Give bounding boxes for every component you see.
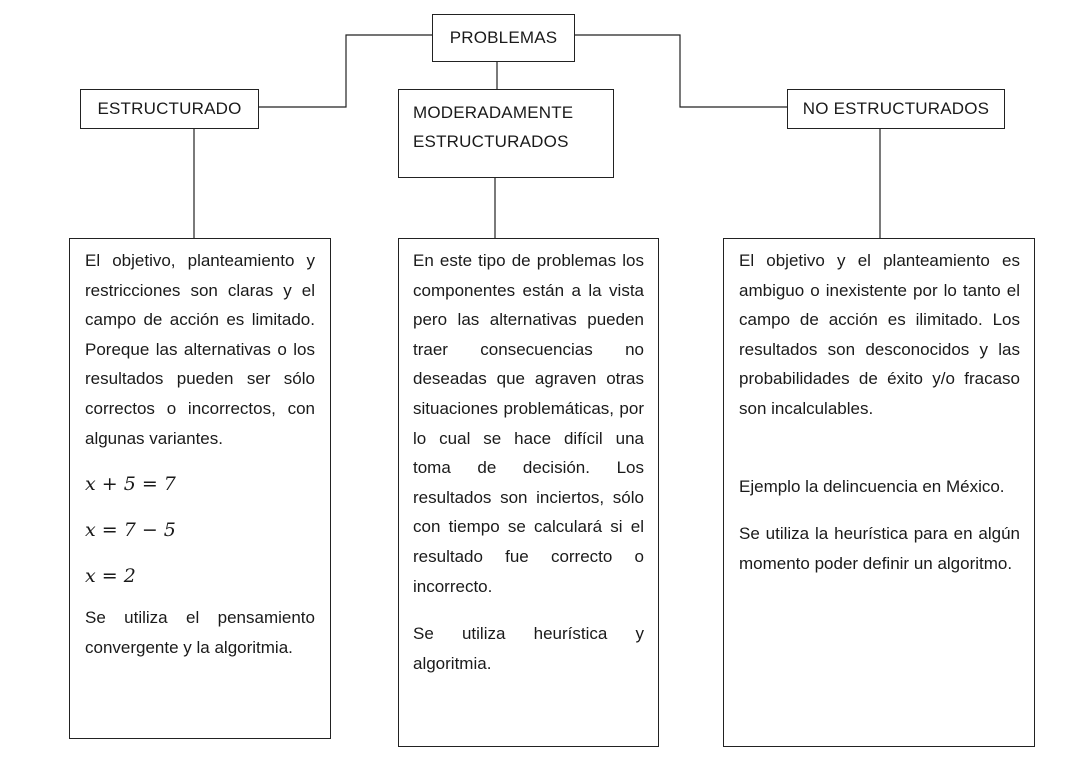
description-no-estructurados-box bbox=[723, 238, 1035, 747]
example-no-estructurados-text: Ejemplo la delincuencia en México. bbox=[739, 476, 1005, 496]
method-moderadamente-text: Se utiliza heurística y algoritmia. bbox=[413, 624, 644, 673]
category-moderadamente-label: MODERADAMENTE ESTRUCTURADOS bbox=[413, 103, 574, 151]
category-no-estructurados-label: NO ESTRUCTURADOS bbox=[802, 99, 990, 118]
root-node-box bbox=[432, 14, 575, 62]
description-estructurado-box bbox=[69, 238, 331, 739]
description-estructurado-text: El objetivo, planteamiento y restricciones son claras y el campo de acción es limitado. Poreque las alternativas o los resultados pueden ser sólo correctos o incorrectos, con algunas variantes. bbox=[85, 251, 315, 448]
root-node-label: PROBLEMAS bbox=[449, 28, 558, 47]
method-no-estructurados-text: Se utiliza la heurística para en algún momento poder definir un algoritmo. bbox=[739, 524, 1020, 573]
equation-line-3: x = 2 bbox=[85, 565, 136, 588]
category-no-estructurados-box bbox=[787, 89, 1005, 129]
description-moderadamente-text: En este tipo de problemas los componentes están a la vista pero las alternativas pueden traer consecuencias no deseadas que agraven otras situaciones problemáticas, por lo cual se hace difícil una toma de decisión. Los resultados son inciertos, sólo con tiempo se calculará si el resultado fue correcto o incorrecto. bbox=[413, 251, 644, 596]
description-moderadamente-box bbox=[398, 238, 659, 747]
category-estructurado-box bbox=[80, 89, 259, 129]
equation-line-2: x = 7 − 5 bbox=[85, 519, 176, 542]
category-moderadamente-box bbox=[398, 89, 614, 178]
equations-block bbox=[85, 461, 315, 599]
description-no-estructurados-text: El objetivo y el planteamiento es ambiguo o inexistente por lo tanto el campo de acción es ilimitado. Los resultados son desconocidos y las probabilidades de éxito y/o fracaso son incalculables. bbox=[739, 251, 1020, 418]
category-estructurado-label: ESTRUCTURADO bbox=[97, 99, 242, 118]
method-estructurado-text: Se utiliza el pensamiento convergente y la algoritmia. bbox=[85, 608, 315, 657]
equation-line-1: x + 5 = 7 bbox=[85, 473, 176, 496]
